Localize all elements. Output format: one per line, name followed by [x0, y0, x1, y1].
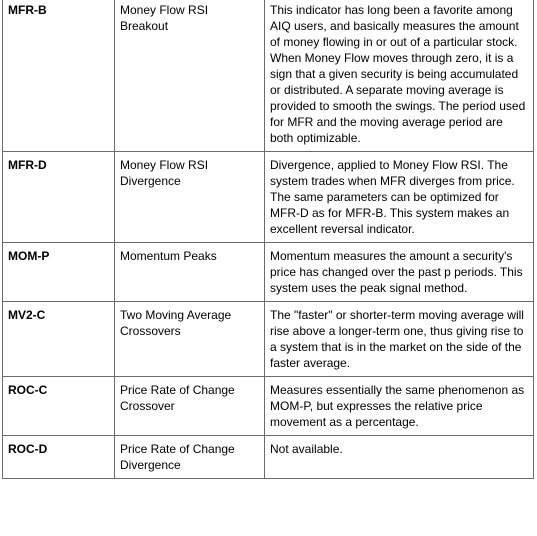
row-name: Price Rate of Change Divergence [115, 436, 265, 479]
row-code: ROC-C [3, 377, 115, 436]
row-description: Momentum measures the amount a security's price has changed over the past p periods. This system uses the peak signal method. [265, 243, 534, 302]
row-description: Divergence, applied to Money Flow RSI. The system trades when MFR diverges from price. The same parameters can be optimized for MFR-D as for MFR-B. This system makes an excellent reversal indicator. [265, 152, 534, 243]
row-name: Price Rate of Change Crossover [115, 377, 265, 436]
table-row [3, 0, 534, 152]
row-code: MV2-C [3, 302, 115, 377]
row-code: MFR-B [3, 0, 115, 152]
row-description: The "faster" or shorter-term moving average will rise above a longer-term one, thus giving rise to a system that is in the market on the side of the faster average. [265, 302, 534, 377]
indicator-table [2, 0, 534, 479]
row-name: Momentum Peaks [115, 243, 265, 302]
row-description: Not available. [265, 436, 534, 479]
table-row [3, 243, 534, 302]
table-row [3, 152, 534, 243]
table-row [3, 436, 534, 479]
row-code: MFR-D [3, 152, 115, 243]
table-row [3, 377, 534, 436]
row-name: Two Moving Average Crossovers [115, 302, 265, 377]
row-description: This indicator has long been a favorite among AIQ users, and basically measures the amount of money flowing in or out of a particular stock. When Money Flow moves through zero, it is a sign that a given security is being accumulated or distributed. A separate moving average is provided to smooth the swings. The period used for MFR and the moving average period are both optimizable. [265, 0, 534, 152]
table-row [3, 302, 534, 377]
row-description: Measures essentially the same phenomenon as MOM-P, but expresses the relative price movement as a percentage. [265, 377, 534, 436]
row-code: MOM-P [3, 243, 115, 302]
row-code: ROC-D [3, 436, 115, 479]
row-name: Money Flow RSI Divergence [115, 152, 265, 243]
row-name: Money Flow RSI Breakout [115, 0, 265, 152]
